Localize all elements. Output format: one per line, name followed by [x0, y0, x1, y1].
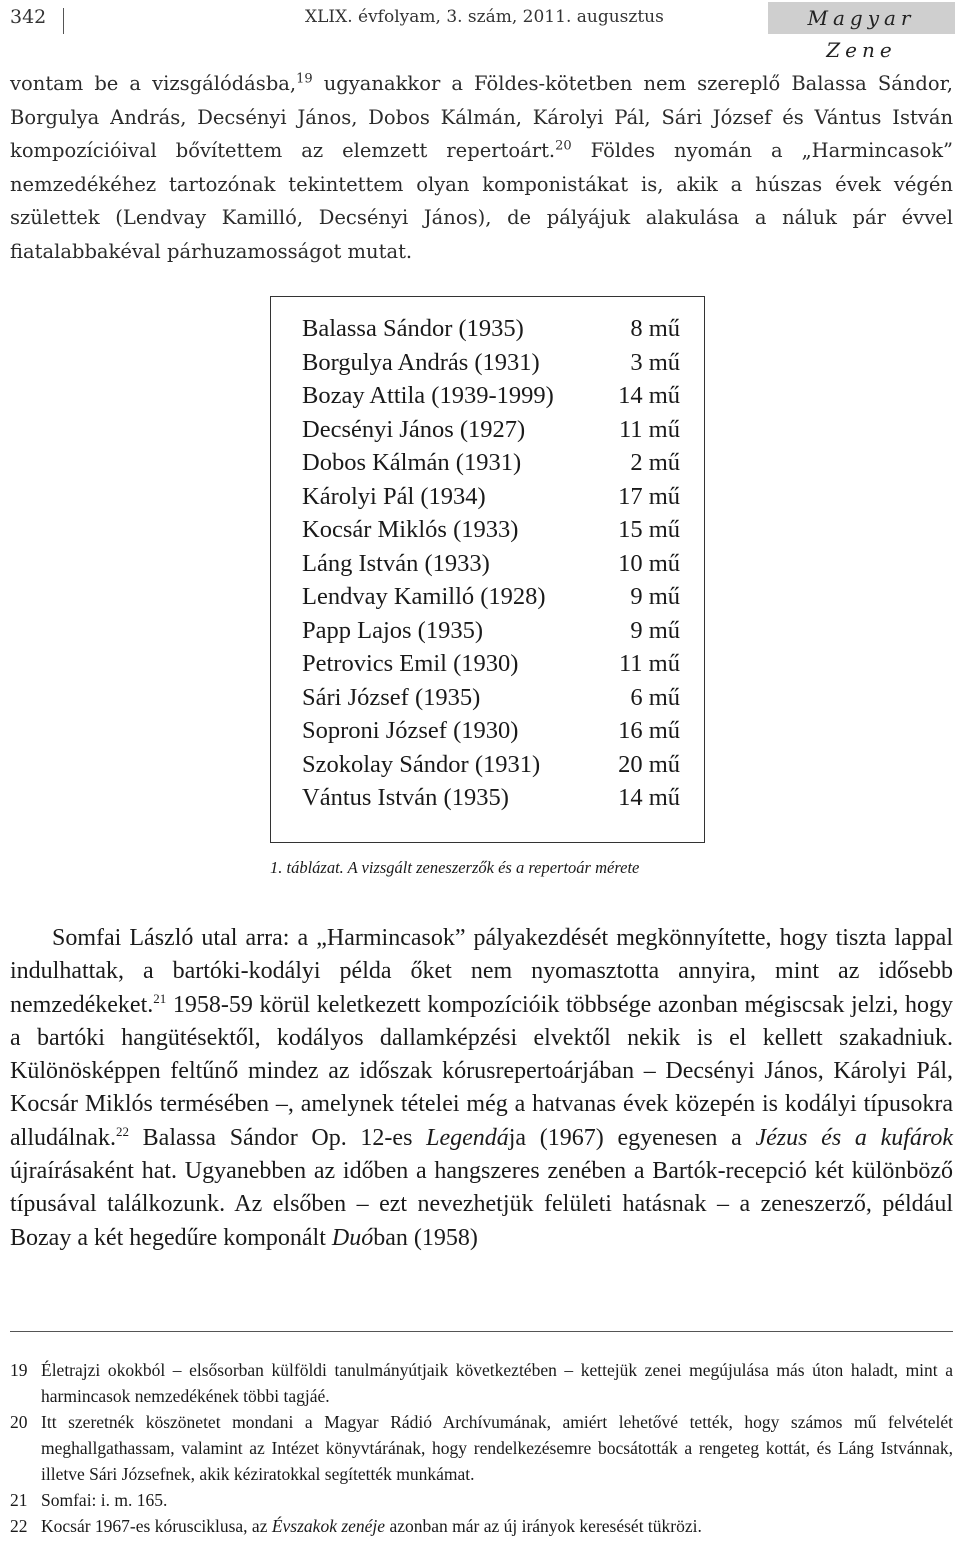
footnote-19	[10, 1357, 953, 1409]
composer-name: Szokolay Sándor (1931)	[302, 750, 541, 778]
footnote-text: Somfai: i. m. 165.	[41, 1490, 168, 1510]
table-row	[302, 449, 682, 482]
footnote-21	[10, 1487, 953, 1513]
footnote-separator	[10, 1331, 953, 1332]
table-row	[302, 516, 682, 549]
journal-title: Magyar Zene	[768, 2, 955, 34]
work-count: 8 mű	[630, 315, 680, 342]
composer-name: Sári József (1935)	[302, 683, 481, 711]
footnote-text: Életrajzi okokból – elsősorban külföldi tanulmányútjaik következtében – kettejük zenei megújulása más úton haladt, mint a harmincasok nemzedékének többi tagjáé.	[41, 1360, 953, 1406]
table-row	[302, 550, 682, 583]
running-header	[0, 0, 960, 62]
paragraph-main	[10, 922, 953, 1255]
work-count: 10 mű	[618, 549, 680, 577]
table-caption: 1. táblázat. A vizsgált zeneszerzők és a repertoár mérete	[270, 858, 640, 877]
paragraph-text: 1958-59 körül keletkezett kompozícióik többsége azonban mégiscsak jelzi, hogy a bartóki hangütésektől, kodályos dallamképzési elvektől nekik is el kellett szakadniuk. Különösképpen feltűnő mindez az időszak kórusrepertoárjában – Decsényi János, Károlyi Pál, Kocsár Miklós termésében –, amelynek tételei még a hatvanas évek közepén is kodályi típusokra alludálnak.	[10, 991, 953, 1151]
header-divider	[63, 8, 64, 34]
work-title-evszakok: Évszakok zenéje	[271, 1516, 386, 1536]
paragraph-text: Somfai László utal arra: a „Harmincasok” pályakezdését megkönnyítette, hogy tiszta lappal indulhattak, a bartóki-kodályi példa őket nem nyomasztotta annyira, mint az idősebb nemzedékeket.	[10, 925, 953, 1018]
composer-name: Bozay Attila (1939-1999)	[302, 382, 554, 409]
footnote-text-part: azonban már az új irányok keresését tükrözi.	[385, 1516, 702, 1536]
paragraph-text: újraírásaként hat. Ugyanebben az időben a hangszeres zenében a Bartók-recepció két különböző típusával találkozunk. Az elsőben – ezt nevezhetjük felületi hatásnak – a zeneszerző, például Bozay a két hegedűre komponált	[10, 1158, 953, 1251]
page-number: 342	[10, 6, 47, 28]
work-count: 20 mű	[618, 750, 680, 778]
work-count: 11 mű	[618, 650, 680, 677]
paragraph-intro	[10, 67, 953, 268]
footnote-text: Itt szeretnék köszönetet mondani a Magyar Rádió Archívumának, amiért lehetővé tették, hogy számos mű felvételét meghallgathassam, valamint az Intézet könyvtárának, hogy rendelkezésemre bocsátották a rengeteg kottát, és Láng Istvánnak, illetve Sári Józsefnek, akik kéziratokkal segítették munkámat.	[41, 1412, 953, 1484]
footnote-ref-19[interactable]: 19	[296, 71, 313, 87]
paragraph-text: Földes nyomán a „Harmincasok” nemzedékéhez tartozónak tekintettem olyan komponistákat is, akik a húszas évek végén születtek (Lendvay Kamilló, Decsényi János), de pályájuk alakulása a náluk pár évvel fiatalabbakéval párhuzamosságot mutat.	[10, 139, 953, 263]
footnote-ref-20[interactable]: 20	[555, 138, 572, 154]
table-row	[302, 751, 682, 784]
work-title-legenda: Legendá	[426, 1124, 509, 1151]
work-count: 16 mű	[618, 717, 680, 744]
work-count: 14 mű	[618, 784, 680, 811]
work-title-duo: Duó	[331, 1224, 374, 1251]
table-row	[302, 717, 682, 750]
table-row	[302, 416, 682, 449]
composer-name: Láng István (1933)	[302, 549, 490, 577]
composer-name: Decsényi János (1927)	[302, 415, 526, 443]
composer-name: Kocsár Miklós (1933)	[302, 516, 519, 543]
composer-name: Papp Lajos (1935)	[302, 616, 483, 644]
footnote-number: 21	[10, 1490, 28, 1510]
work-count: 2 mű	[630, 449, 680, 476]
table-row	[302, 617, 682, 650]
composer-table	[270, 296, 705, 843]
footnote-ref-22[interactable]: 22	[115, 1123, 129, 1139]
footnote-22	[10, 1513, 953, 1539]
paragraph-text: vontam be a vizsgálódásba,	[10, 72, 297, 95]
work-count: 15 mű	[618, 516, 680, 543]
paragraph-text: ja (1967) egyenesen a	[508, 1124, 756, 1151]
table-row	[302, 483, 682, 516]
composer-name: Lendvay Kamilló (1928)	[302, 583, 546, 610]
composer-name: Soproni József (1930)	[302, 717, 519, 744]
table-row	[302, 315, 682, 348]
footnote-number: 22	[10, 1516, 28, 1536]
work-count: 9 mű	[630, 583, 680, 610]
work-count: 9 mű	[630, 616, 680, 644]
table-row	[302, 684, 682, 717]
composer-name: Petrovics Emil (1930)	[302, 650, 519, 677]
work-title-jezus: Jézus és a kufárok	[755, 1124, 953, 1151]
issue-info: XLIX. évfolyam, 3. szám, 2011. augusztus	[305, 7, 664, 27]
work-count: 6 mű	[630, 683, 680, 711]
footnote-number: 20	[10, 1412, 28, 1432]
work-count: 14 mű	[618, 382, 680, 409]
table-row	[302, 583, 682, 616]
footnote-text-part: Kocsár 1967-es kórusciklusa, az	[41, 1516, 272, 1536]
composer-name: Vántus István (1935)	[302, 784, 509, 811]
table-row	[302, 650, 682, 683]
table-row	[302, 382, 682, 415]
footnote-20	[10, 1409, 953, 1487]
footnote-ref-21[interactable]: 21	[153, 990, 167, 1006]
composer-name: Dobos Kálmán (1931)	[302, 449, 522, 476]
footnote-number: 19	[10, 1360, 28, 1380]
paragraph-text: ban (1958)	[373, 1224, 478, 1251]
work-count: 11 mű	[618, 415, 680, 443]
composer-name: Balassa Sándor (1935)	[302, 315, 524, 342]
footnote-text	[41, 1513, 953, 1539]
table-row	[302, 784, 682, 817]
composer-name: Borgulya András (1931)	[302, 348, 540, 376]
work-count: 17 mű	[618, 482, 680, 510]
table-row	[302, 349, 682, 382]
paragraph-text: Balassa Sándor Op. 12-es	[128, 1124, 427, 1151]
work-count: 3 mű	[630, 348, 680, 376]
composer-name: Károlyi Pál (1934)	[302, 482, 486, 510]
paragraph-text: ugyanakkor a Földes-kötetben nem szereplő Balassa Sándor, Borgulya András, Decsényi János, Dobos Kálmán, Károlyi Pál, Sári József és Vántus István kompozícióival bővítettem az elemzett repertoárt.	[10, 72, 953, 162]
